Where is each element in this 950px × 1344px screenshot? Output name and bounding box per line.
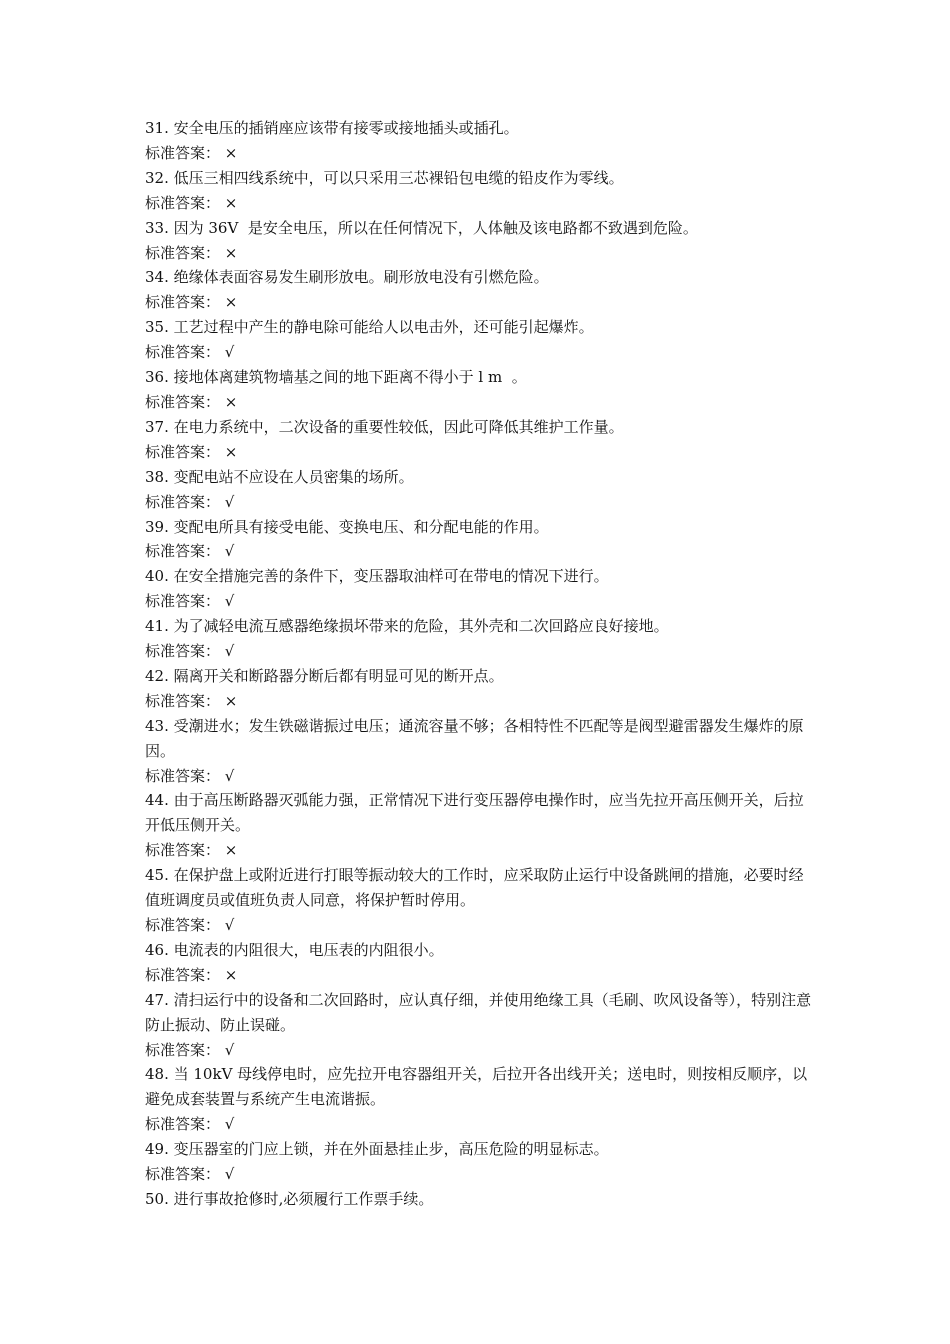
question-text: 31. 安全电压的插销座应该带有接零或接地插头或插孔。 — [145, 119, 519, 137]
question-text: 44. 由于高压断路器灭弧能力强，正常情况下进行变压器停电操作时，应当先拉开高压侧开关，后拉开低压侧开关。 — [145, 791, 804, 835]
question-text: 38. 变配电站不应设在人员密集的场所。 — [145, 467, 414, 486]
question-item — [145, 365, 815, 415]
question-text: 35. 工艺过程中产生的静电除可能给人以电击外，还可能引起爆炸。 — [145, 318, 594, 337]
standard-answer: 标准答案： √ — [145, 1040, 235, 1059]
question-text: 37. 在电力系统中，二次设备的重要性较低，因此可降低其维护工作量。 — [145, 417, 624, 436]
question-text: 33. 因为 36V 是安全电压，所以在任何情况下，人体触及该电路都不致遇到危险。 — [145, 218, 698, 237]
standard-answer: 标准答案： × — [145, 143, 238, 162]
question-item — [145, 564, 815, 614]
question-item — [145, 1062, 815, 1137]
question-item — [145, 216, 815, 266]
question-text: 42. 隔离开关和断路器分断后都有明显可见的断开点。 — [145, 666, 504, 685]
question-item — [145, 315, 815, 365]
question-text: 36. 接地体离建筑物墙基之间的地下距离不得小于 l m 。 — [145, 368, 527, 387]
standard-answer: 标准答案： √ — [145, 542, 235, 561]
question-item — [145, 415, 815, 465]
standard-answer: 标准答案： √ — [145, 642, 235, 661]
question-item — [145, 863, 815, 938]
question-item — [145, 265, 815, 315]
question-text-last: 50. 进行事故抢修时,必须履行工作票手续。 — [145, 1189, 434, 1208]
question-text: 32. 低压三相四线系统中，可以只采用三芯裸铅包电缆的铅皮作为零线。 — [145, 168, 624, 187]
standard-answer: 标准答案： × — [145, 243, 238, 262]
question-item — [145, 788, 815, 863]
standard-answer: 标准答案： √ — [145, 916, 235, 934]
question-text: 47. 清扫运行中的设备和二次回路时，应认真仔细，并使用绝缘工具（毛刷、吹风设备等），特别注意防止振动、防止误碰。 — [145, 990, 812, 1034]
question-item — [145, 988, 815, 1063]
standard-answer: 标准答案： × — [145, 691, 238, 710]
question-item — [145, 938, 815, 988]
standard-answer: 标准答案： √ — [145, 343, 235, 362]
standard-answer: 标准答案： √ — [145, 1115, 235, 1134]
question-item — [145, 166, 815, 216]
question-item — [145, 714, 815, 789]
question-text: 40. 在安全措施完善的条件下，变压器取油样可在带电的情况下进行。 — [145, 567, 609, 586]
standard-answer: 标准答案： × — [145, 965, 238, 984]
question-text: 39. 变配电所具有接受电能、变换电压、和分配电能的作用。 — [145, 517, 549, 536]
document-page — [145, 116, 815, 1212]
question-text: 41. 为了减轻电流互感器绝缘损坏带来的危险，其外壳和二次回路应良好接地。 — [145, 617, 669, 636]
question-text: 46. 电流表的内阻很大，电压表的内阻很小。 — [145, 940, 444, 959]
standard-answer: 标准答案： √ — [145, 592, 235, 611]
standard-answer: 标准答案： √ — [145, 766, 235, 785]
standard-answer: 标准答案： × — [145, 193, 238, 212]
standard-answer: 标准答案： × — [145, 841, 238, 860]
standard-answer: 标准答案： × — [145, 442, 238, 461]
question-item — [145, 664, 815, 714]
question-item — [145, 116, 815, 166]
standard-answer: 标准答案： √ — [145, 1165, 235, 1184]
standard-answer: 标准答案： √ — [145, 492, 235, 511]
standard-answer: 标准答案： × — [145, 293, 238, 312]
question-text: 45. 在保护盘上或附近进行打眼等振动较大的工作时，应采取防止运行中设备跳闸的措施，必要时经值班调度员或值班负责人同意，将保护暂时停用。 — [145, 866, 804, 910]
question-item — [145, 515, 815, 565]
question-item — [145, 465, 815, 515]
question-text: 49. 变压器室的门应上锁，并在外面悬挂止步，高压危险的明显标志。 — [145, 1140, 609, 1159]
question-text: 43. 受潮进水；发生铁磁谐振过电压；通流容量不够；各相特性不匹配等是阀型避雷器发生爆炸的原因。 — [145, 716, 804, 760]
question-item — [145, 614, 815, 664]
question-text: 34. 绝缘体表面容易发生刷形放电。刷形放电没有引燃危险。 — [145, 268, 549, 287]
question-text: 48. 当 10kV 母线停电时，应先拉开电容器组开关，后拉开各出线开关；送电时，则按相反顺序，以避免成套装置与系统产生电流谐振。 — [145, 1065, 808, 1109]
standard-answer: 标准答案： × — [145, 392, 238, 411]
question-item — [145, 1137, 815, 1187]
